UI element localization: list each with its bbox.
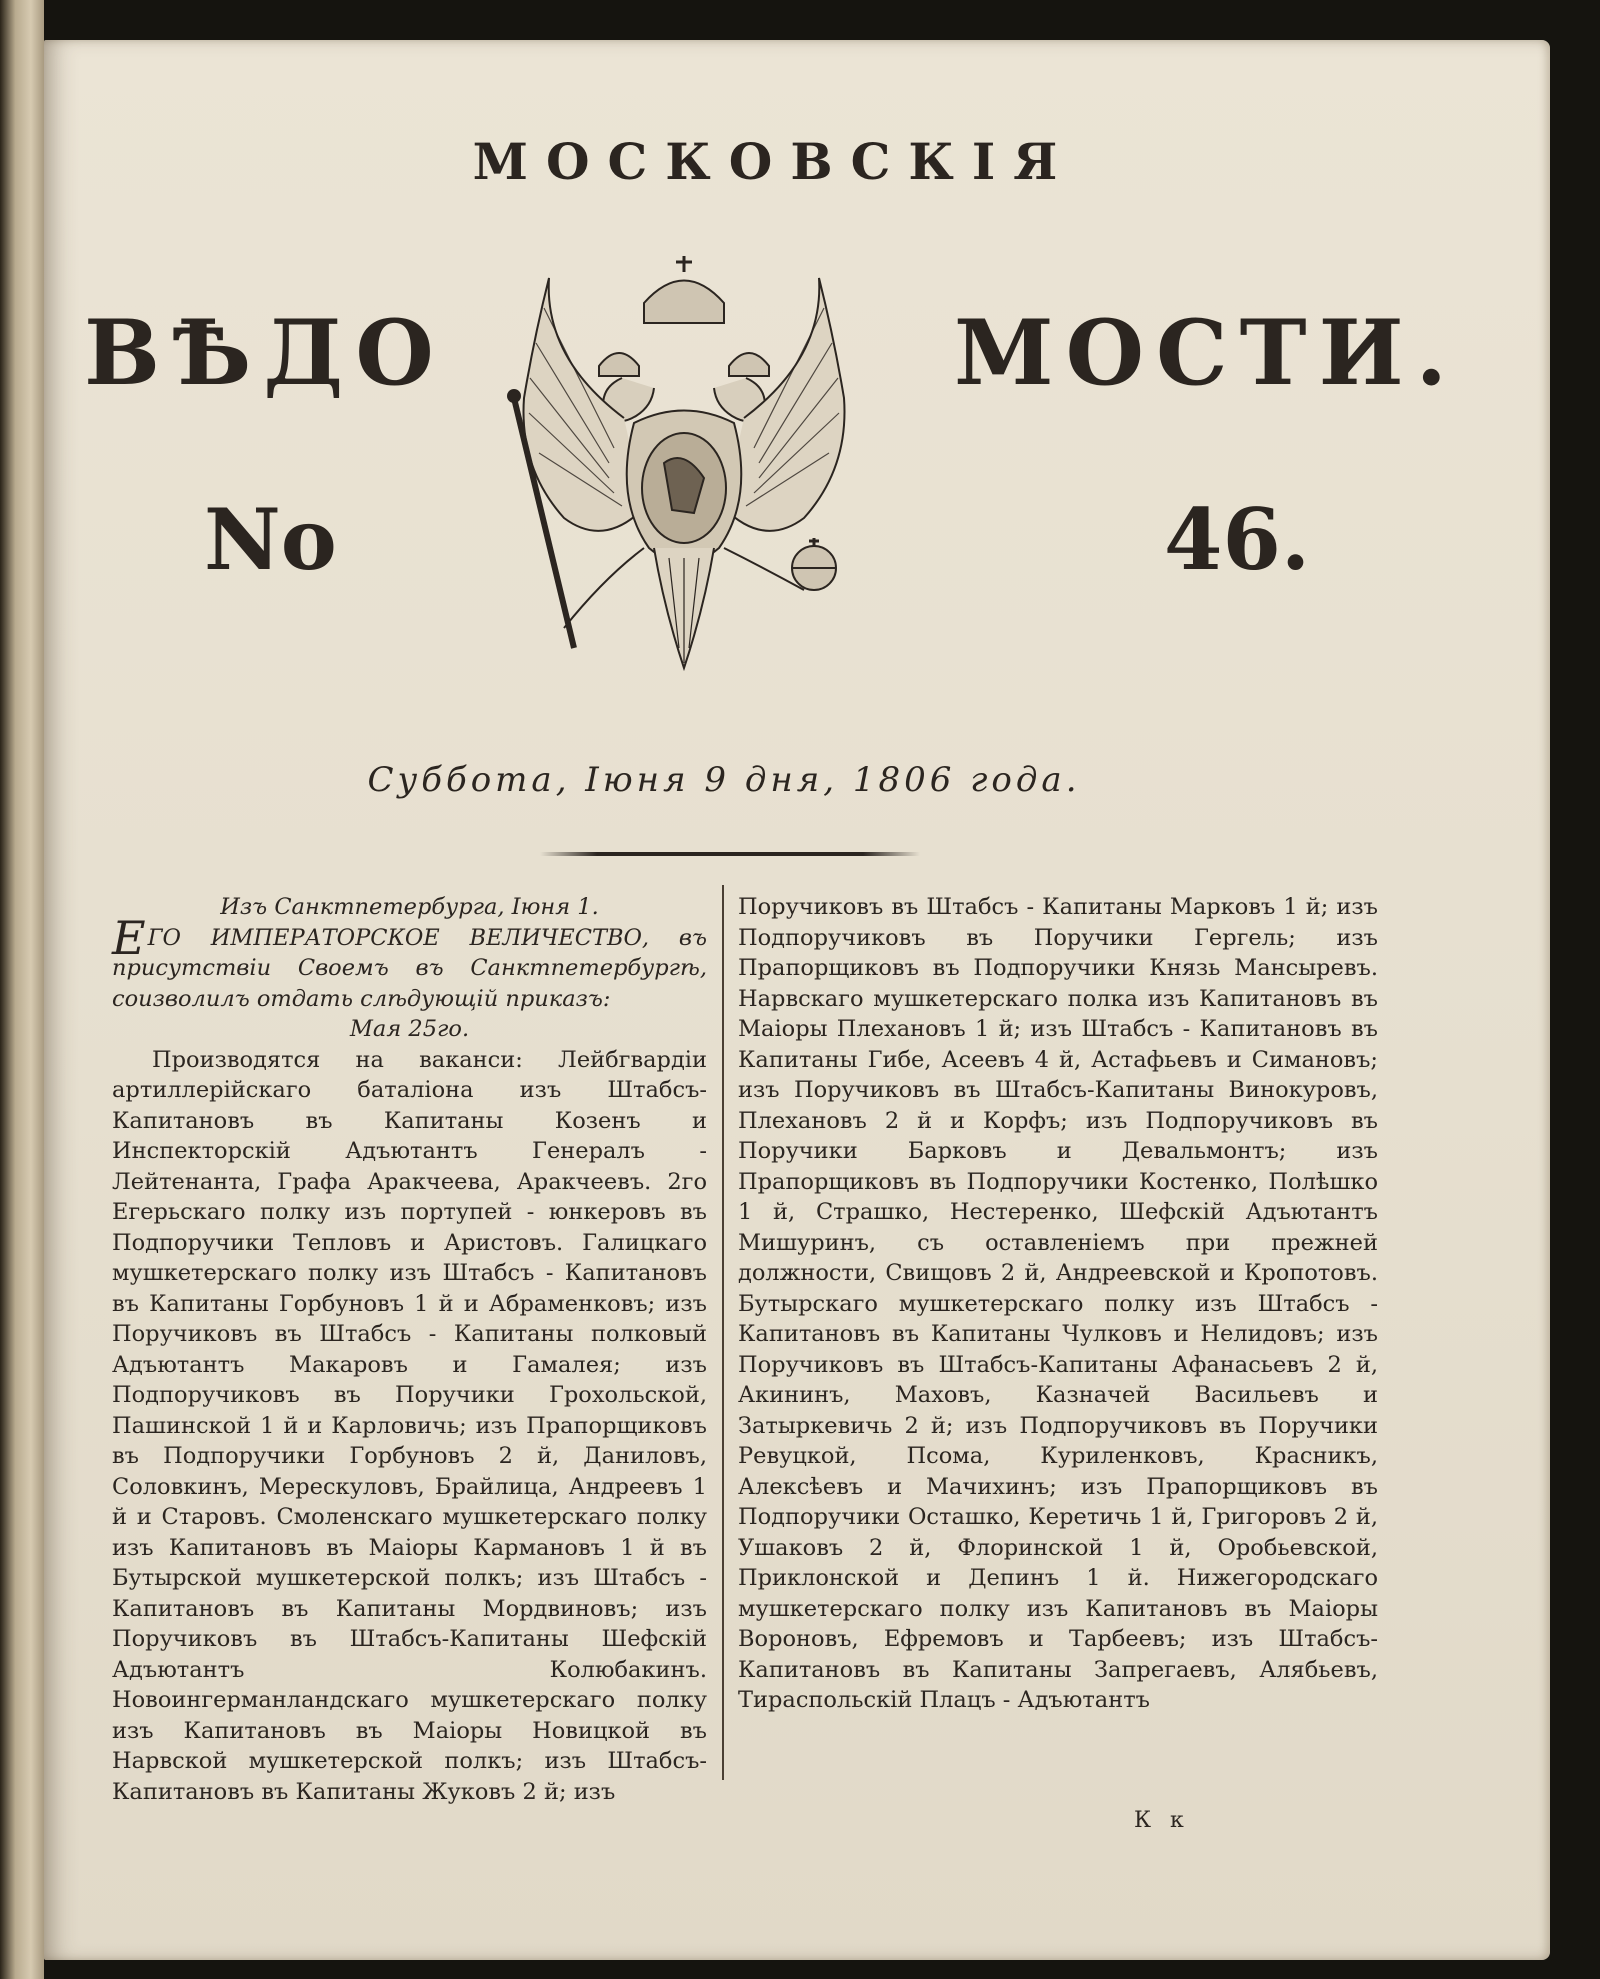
right-column: [738, 892, 1378, 1716]
drop-cap: Е: [112, 910, 146, 965]
right-column-body: Поручиковъ въ Штабсъ - Капитаны Марковъ 1 й; изъ Подпоручиковъ въ Поручики Гергель; изъ Прапорщиковъ въ Подпоручики Князь Мансыревъ. Нарвскаго мушкетерскаго полка изъ Капитановъ въ Маіоры Плехановъ 1 й; изъ Штабсъ - Капитановъ въ Капитаны Гибе, Асеевъ 4 й, Астафьевъ и Симановъ; изъ Поручиковъ въ Штабсъ-Капитаны Винокуровъ, Плехановъ 2 й и Корфъ; изъ Подпоручиковъ въ Поручики Барковъ и Девальмонтъ; изъ Прапорщиковъ въ Подпоручики Костенко, Полѣшко 1 й, Страшко, Нестеренко, Шефскій Адъютантъ Мишуринъ, съ оставленіемъ при прежней должности, Свищовъ 2 й, Андреевской и Кропотовъ. Бутырскаго мушкетерскаго полку изъ Штабсъ - Капитановъ въ Капитаны Чулковъ и Нелидовъ; изъ Поручиковъ въ Штабсъ-Капитаны Афанасьевъ 2 й, Акининъ, Маховъ, Казначей Васильевъ и Затыркевичь 2 й; изъ Подпоручиковъ въ Поручики Ревуцкой, Псома, Куриленковъ, Красникъ, Алексѣевъ и Мачихинъ; изъ Прапорщиковъ въ Подпоручики Осташко, Керетичь 1 й, Григоровъ 2 й, Ушаковъ 2 й, Флоринской 1 й, Оробьевской, Приклонской и Депинъ 1 й. Нижегородскаго мушкетерскаго полку изъ Капитановъ въ Маіоры Вороновъ, Ефремовъ и Тарбеевъ; изъ Штабсъ-Капитановъ въ Капитаны Запрегаевъ, Алябьевъ, Тираспольскій Плацъ - Адъютантъ: [738, 894, 1378, 1713]
left-column: [112, 892, 707, 1807]
newspaper-page: [44, 40, 1550, 1960]
left-column-body: Производятся на ваканси: Лейбгвардіи артиллерійскаго баталіона изъ Штабсъ-Капитановъ въ Капитаны Козенъ и Инспекторскій Адъютантъ Генералъ - Лейтенанта, Графа Аракчеева, Аракчеевъ. 2го Егерьскаго полку изъ портупей - юнкеровъ въ Подпоручики Тепловъ и Аристовъ. Галицкаго мушкетерскаго полку изъ Штабсъ - Капитановъ въ Капитаны Горбуновъ 1 й и Абраменковъ; изъ Поручиковъ въ Штабсъ - Капитаны полковый Адъютантъ Макаровъ и Гамалея; изъ Подпоручиковъ въ Поручики Грохольской, Пашинской 1 й и Карловичь; изъ Прапорщиковъ въ Подпоручики Горбуновъ 2 й, Даниловъ, Соловкинъ, Мерескуловъ, Брайлица, Андреевъ 1 й и Старовъ. Смоленскаго мушкетерскаго полку изъ Капитановъ въ Маіоры Кармановъ 1 й въ Бутырской мушкетерской полкъ; изъ Штабсъ - Капитановъ въ Капитаны Мордвиновъ; изъ Поручиковъ въ Штабсъ-Капитаны Шефскій Адъютантъ Колюбакинъ. Новоингерманландскаго мушкетерскаго полку изъ Капитановъ въ Маіоры Новицкой въ Нарвской мушкетерской полкъ; изъ Штабсъ-Капитановъ въ Капитаны Жуковъ 2 й; изъ: [112, 1046, 707, 1805]
masthead-left: ВѢДО: [84, 300, 446, 406]
issue-number: 46.: [1164, 490, 1311, 589]
order-date: Мая 25го.: [349, 1016, 470, 1042]
issue-no-label: No: [204, 490, 337, 589]
opening-text: ГО ИМПЕРАТОРСКОЕ ВЕЛИЧЕСТВО, въ присутствіи Своемъ въ Санктпетербургѣ, соизволилъ отдать слѣдующій приказъ:: [112, 924, 707, 1012]
catchword: К к: [1134, 1808, 1190, 1833]
adjacent-page-edge: [0, 0, 44, 1979]
column-divider: [722, 885, 724, 1780]
dispatch-opening: [112, 910, 707, 1015]
masthead-top: МОСКОВСКІЯ: [472, 132, 1076, 191]
masthead-right: МОСТИ.: [954, 300, 1459, 406]
header-rule: [540, 852, 920, 856]
dispatch-heading: Изъ Санктпетербурга, Іюня 1.: [220, 894, 599, 920]
issue-dateline: Суббота, Іюня 9 дня, 1806 года.: [367, 760, 1081, 800]
double-headed-eagle-emblem: [504, 248, 864, 728]
